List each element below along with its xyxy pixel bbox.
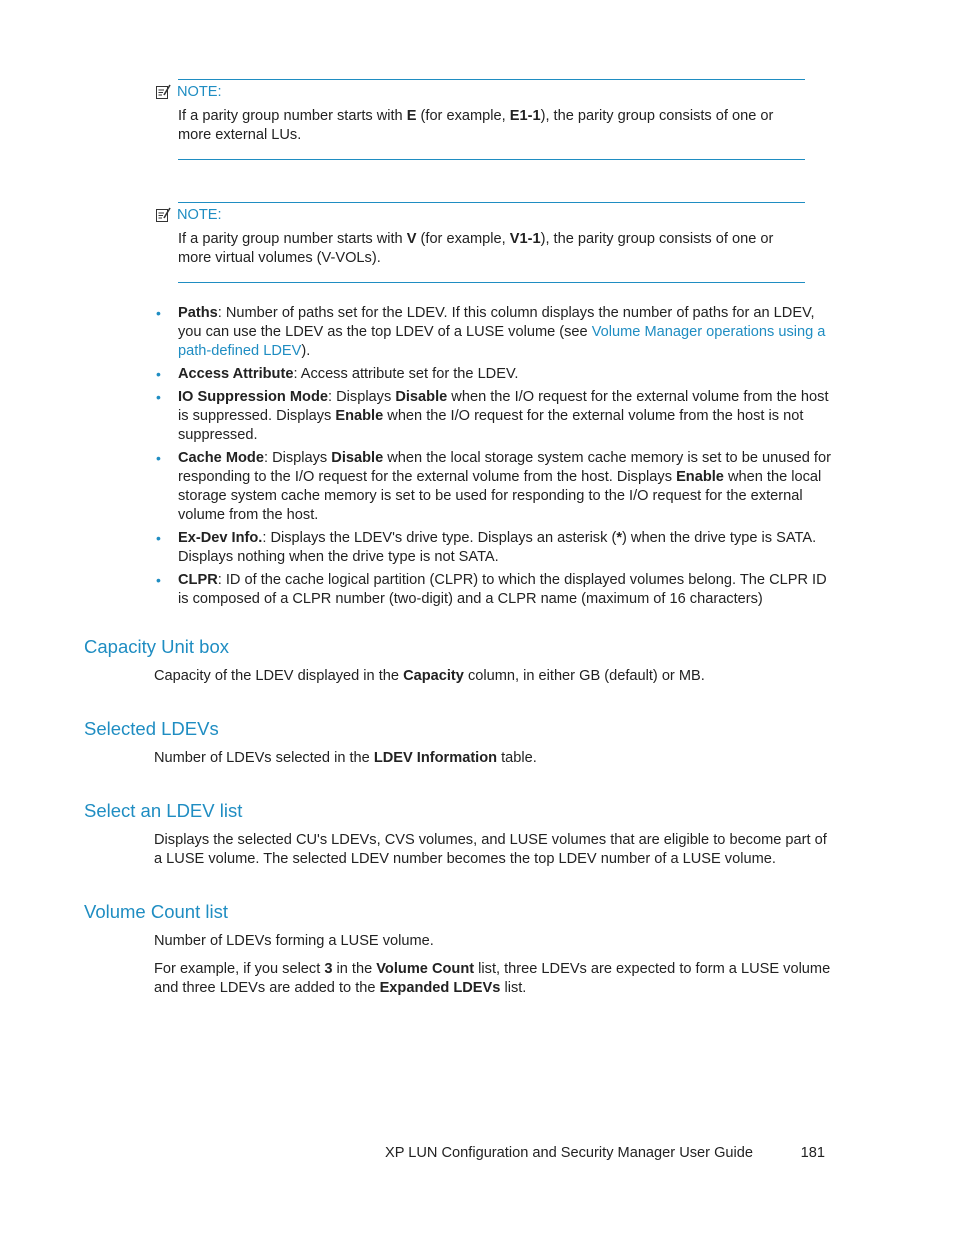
page-number: 181	[800, 1145, 825, 1161]
text-run: list.	[500, 980, 527, 996]
bullet-icon: •	[156, 530, 161, 546]
bold-term: Enable	[335, 408, 384, 424]
text-run: If a parity group number starts with	[178, 108, 407, 124]
text-run: : Access attribute set for the LDEV.	[293, 366, 519, 382]
list-item	[155, 388, 835, 445]
bold-term: Access Attribute	[178, 366, 294, 382]
note-label: NOTE:	[177, 206, 222, 223]
bullet-icon: •	[156, 305, 161, 321]
note-top-rule	[178, 202, 805, 203]
section-heading-capacity-unit-box: Capacity Unit box	[84, 636, 229, 657]
bold-term: E	[406, 108, 417, 124]
bold-term: Disable	[395, 389, 448, 405]
list-item-text	[178, 572, 827, 607]
text-run: list, three LDEVs are expected to form a LUSE volume and three LDEVs are added to the	[154, 961, 831, 996]
bold-term: Expanded LDEVs	[379, 980, 501, 996]
text-run: ), the parity group consists of one or more external LUs.	[178, 108, 774, 143]
section-heading-selected-ldevs: Selected LDEVs	[84, 718, 219, 739]
bullet-icon: •	[156, 572, 161, 588]
bullet-icon: •	[156, 366, 161, 382]
text-run: Number of LDEVs forming a LUSE volume.	[154, 933, 434, 949]
note-box	[155, 79, 805, 161]
note-label: NOTE:	[177, 83, 222, 100]
text-run: ) when the drive type is SATA. Displays nothing when the drive type is not SATA.	[178, 530, 817, 565]
bold-term: E1-1	[509, 108, 541, 124]
bold-term: Paths	[178, 305, 218, 321]
field-description-list	[155, 304, 835, 613]
text-run: Number of LDEVs selected in the	[154, 750, 374, 766]
section-paragraph	[154, 749, 834, 768]
bold-term: V	[406, 231, 417, 247]
bold-term: Capacity	[403, 668, 464, 684]
bold-term: Cache Mode	[178, 450, 264, 466]
list-item	[155, 449, 835, 525]
list-item-text	[178, 530, 816, 565]
text-run: when the local storage system cache memory is set to be unused for responding to the I/O request for the external volume from the host. Displays	[178, 450, 831, 485]
bullet-icon: •	[156, 389, 161, 405]
bold-term: IO Suppression Mode	[178, 389, 329, 405]
note-icon	[155, 84, 171, 100]
bold-term: Disable	[331, 450, 384, 466]
note-text	[178, 107, 798, 145]
note-bottom-rule	[178, 159, 805, 160]
text-run: when the I/O request for the external volume from the host is suppressed. Displays	[178, 389, 829, 424]
list-item-text	[178, 389, 829, 443]
text-run: For example, if you select	[154, 961, 325, 977]
text-run: : ID of the cache logical partition (CLPR) to which the displayed volumes belong. The CLPR ID is composed of a CLPR number (two-digit) and a CLPR name (maximum of 16 characters)	[178, 572, 827, 607]
text-run: : Displays	[263, 450, 332, 466]
note-header	[155, 205, 222, 225]
bold-term: Volume Count	[376, 961, 475, 977]
text-run: table.	[497, 750, 537, 766]
bold-term: CLPR	[178, 572, 218, 588]
bullet-icon: •	[156, 450, 161, 466]
list-item-text	[178, 450, 831, 523]
section-paragraph	[154, 932, 834, 951]
text-run: (for example,	[416, 108, 510, 124]
list-item	[155, 571, 835, 609]
text-run: : Displays the LDEV's drive type. Displays an asterisk (	[262, 530, 617, 546]
note-header	[155, 82, 222, 102]
bold-term: Enable	[676, 469, 724, 485]
bold-term: Ex-Dev Info.	[178, 530, 263, 546]
note-text	[178, 230, 798, 268]
text-run: column, in either GB (default) or MB.	[463, 668, 705, 684]
section-heading-select-an-ldev-list: Select an LDEV list	[84, 800, 243, 821]
page-footer	[385, 1144, 825, 1163]
list-item	[155, 529, 835, 567]
text-run: ).	[301, 343, 311, 359]
section-paragraph	[154, 960, 834, 998]
bold-term: LDEV Information	[373, 750, 498, 766]
list-item	[155, 304, 835, 361]
note-box	[155, 202, 805, 284]
list-item-text	[178, 305, 825, 359]
bold-term: V1-1	[509, 231, 541, 247]
bold-term: 3	[324, 961, 333, 977]
note-top-rule	[178, 79, 805, 80]
text-run: in the	[332, 961, 377, 977]
list-item-text	[178, 366, 518, 382]
text-run: (for example,	[416, 231, 510, 247]
text-run: when the I/O request for the external volume from the host is not suppressed.	[178, 408, 804, 443]
text-run: when the local storage system cache memory is set to be used for responding to the I/O request for the external volume from the host.	[178, 469, 822, 523]
guide-title: XP LUN Configuration and Security Manager User Guide	[385, 1145, 754, 1161]
text-run: Capacity of the LDEV displayed in the	[154, 668, 404, 684]
note-bottom-rule	[178, 282, 805, 283]
text-run: Displays the selected CU's LDEVs, CVS volumes, and LUSE volumes that are eligible to become part of a LUSE volume. The selected LDEV number becomes the top LDEV number of a LUSE volume.	[154, 832, 827, 867]
list-item	[155, 365, 835, 384]
section-paragraph	[154, 667, 834, 686]
text-run: If a parity group number starts with	[178, 231, 407, 247]
text-run: ), the parity group consists of one or more virtual volumes (V-VOLs).	[178, 231, 774, 266]
text-run: : Displays	[328, 389, 396, 405]
note-icon	[155, 207, 171, 223]
bold-term: *	[616, 530, 623, 546]
section-paragraph	[154, 831, 834, 869]
cross-reference-link[interactable]: Volume Manager operations using a path-defined LDEV	[178, 324, 826, 359]
text-run: : Number of paths set for the LDEV. If this column displays the number of paths for an LDEV, you can use the LDEV as the top LDEV of a LUSE volume (see	[178, 305, 815, 340]
section-heading-volume-count-list: Volume Count list	[84, 901, 228, 922]
